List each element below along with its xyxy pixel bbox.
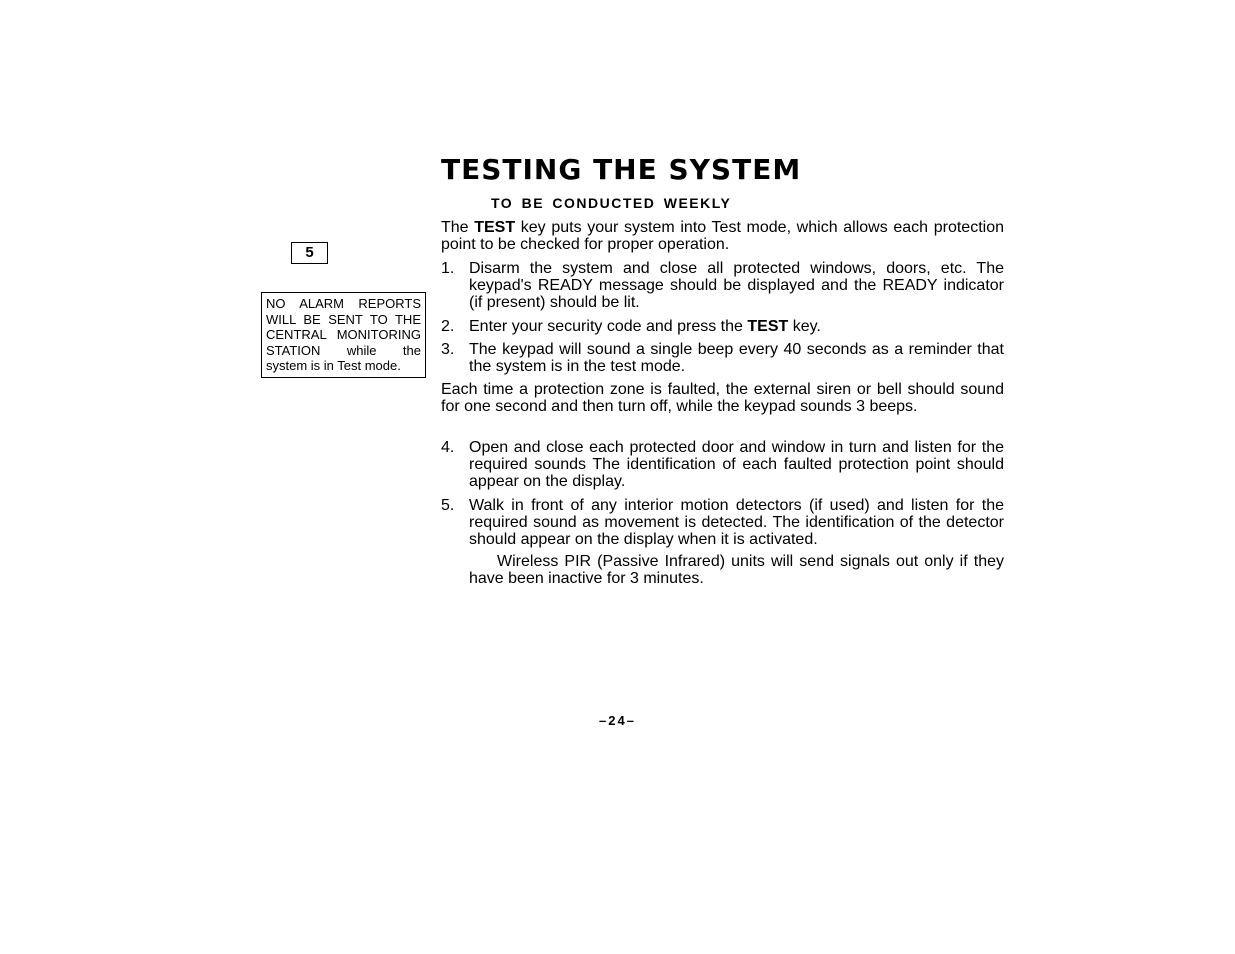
note-line: system is in Test mode. (266, 358, 401, 374)
step-item (441, 497, 1004, 548)
step-number: 4. (441, 439, 455, 456)
note-line: WILL BE SENT TO THE (266, 311, 421, 327)
step-text: Walk in front of any interior motion detectors (if used) and listen for the required sound as movement is detected. The identification of the detector should appear on the display when it is activated. (469, 497, 1004, 548)
intro-text: key puts your system into Test mode, which allows each protection point to be checked for proper operation. (441, 219, 1005, 253)
test-key-icon: 5 (291, 242, 328, 264)
intro-paragraph (441, 219, 1004, 253)
fault-paragraph: Each time a protection zone is faulted, the external siren or bell should sound for one second and then turn off, while the keypad sounds 3 beeps. (441, 381, 1004, 415)
step-text: Disarm the system and close all protected windows, doors, etc. The keypad's READY message should be displayed and the READY indicator (if present) should be lit. (469, 260, 1004, 311)
step-item (441, 318, 1004, 335)
warning-note-box (261, 292, 426, 378)
step-text: The keypad will sound a single beep every 40 seconds as a reminder that the system is in the test mode. (469, 341, 1004, 375)
step-item (441, 439, 1004, 490)
page-title: TESTING THE SYSTEM (441, 153, 802, 186)
wireless-note: Wireless PIR (Passive Infrared) units will send signals out only if they have been inactive for 3 minutes. (469, 553, 1004, 587)
intro-text: The (441, 219, 475, 236)
test-key-label: TEST (474, 219, 516, 236)
step-text-part: Enter your security code and press the (469, 318, 748, 335)
note-line: STATION while the (266, 342, 421, 358)
step-number: 2. (441, 318, 455, 335)
step-number: 1. (441, 260, 455, 277)
step-number: 3. (441, 341, 455, 358)
step-text (469, 318, 1004, 335)
step-number: 5. (441, 497, 455, 514)
step-item (441, 341, 1004, 375)
note-line: NO ALARM REPORTS (266, 296, 421, 311)
section-subtitle: TO BE CONDUCTED WEEKLY (491, 195, 732, 211)
step-text-part: key. (788, 318, 821, 335)
step-item (441, 260, 1004, 311)
page-number: –24– (599, 713, 636, 728)
test-key-label: TEST (747, 318, 789, 335)
note-line: CENTRAL MONITORING (266, 327, 421, 343)
step-text: Open and close each protected door and window in turn and listen for the required sounds The identification of each faulted protection point should appear on the display. (469, 439, 1004, 490)
